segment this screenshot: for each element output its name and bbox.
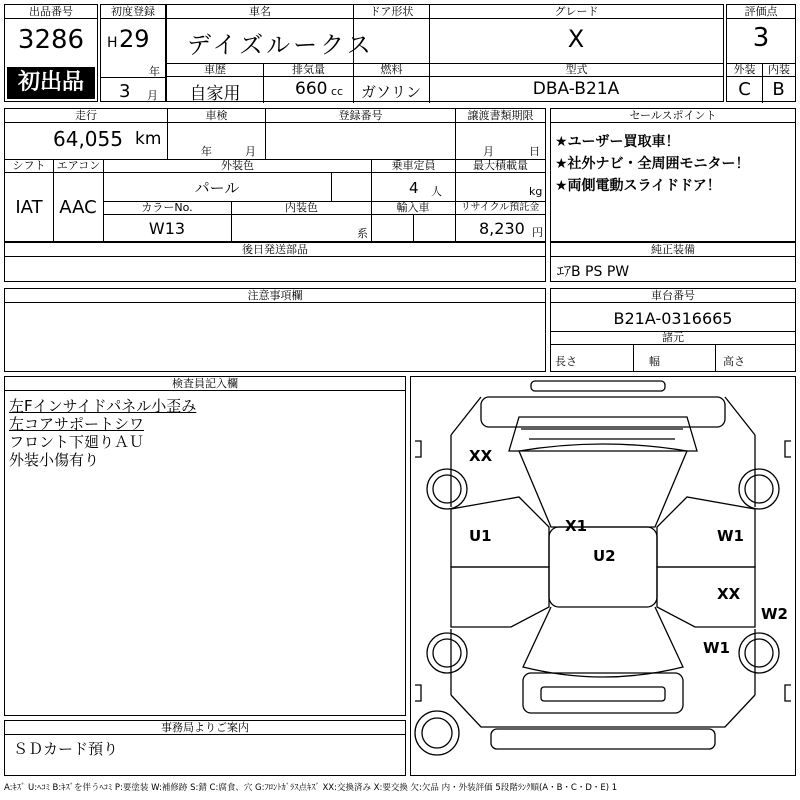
office-value: ＳＤカード預り <box>13 740 119 758</box>
chassis-number: B21A-0316665 <box>613 309 733 328</box>
score-box <box>726 4 796 102</box>
later-parts-box <box>4 242 546 282</box>
mark-w1-right-front: W1 <box>717 527 744 545</box>
recycle-unit: 円 <box>532 226 543 239</box>
mark-x1: X1 <box>565 517 588 535</box>
mark-xx-right: XX <box>717 585 741 603</box>
color-no-value: W13 <box>148 219 186 238</box>
history-label: 車歴 <box>167 63 263 77</box>
inspector-box <box>4 376 406 716</box>
lot-number-label: 出品番号 <box>5 5 97 19</box>
fuel-value: ガソリン <box>360 83 421 101</box>
car-diagram-box <box>410 376 796 776</box>
mileage-unit: km <box>135 129 162 149</box>
capacity-unit: 人 <box>431 185 442 198</box>
car-info-box <box>166 4 724 102</box>
notes-label: 注意事項欄 <box>5 289 545 303</box>
sales-points-label: セールスポイント <box>551 109 795 123</box>
mileage-label: 走行 <box>5 109 167 123</box>
equipment-box <box>550 242 796 282</box>
chassis-label: 車台番号 <box>551 289 795 303</box>
reg-month: 3 <box>119 81 131 102</box>
shift-value: IAT <box>15 197 43 218</box>
grade-value: X <box>567 25 585 53</box>
height-label: 高さ <box>723 355 745 368</box>
color-no-label: カラーNo. <box>103 201 231 215</box>
inspector-line: 外装小傷有り <box>9 451 100 469</box>
displacement-value: 660 <box>295 79 328 99</box>
notes-box <box>4 288 546 372</box>
import-label: 輸入車 <box>371 201 455 215</box>
length-label: 長さ <box>555 355 577 368</box>
model-label: 型式 <box>429 63 723 77</box>
inspection-month-unit: 月 <box>245 145 256 158</box>
lot-number: 3286 <box>17 25 85 55</box>
interior-label: 内装 <box>762 63 795 77</box>
interior-grade: B <box>772 79 785 100</box>
model-value: DBA-B21A <box>532 79 620 99</box>
ext-color-value: パール <box>194 179 240 197</box>
car-name: デイズルークス <box>187 31 374 59</box>
load-unit: kg <box>529 185 543 198</box>
capacity-value: 4 <box>409 179 419 197</box>
grade-label: グレード <box>429 5 723 19</box>
sales-point-item: ★社外ナビ・全周囲モニター！ <box>555 156 750 172</box>
reg-year: 29 <box>119 25 150 53</box>
inspector-label: 検査員記入欄 <box>5 377 405 391</box>
inspector-line: 左Fインサイドパネル小歪み <box>9 397 197 415</box>
inspection-year-unit: 年 <box>201 145 212 158</box>
vehicle-detail-box <box>4 108 546 242</box>
int-color-label: 内装色 <box>231 201 371 215</box>
door-label: ドア形状 <box>353 5 429 19</box>
chassis-box <box>550 288 796 372</box>
mark-xx-front-left: XX <box>469 447 493 465</box>
lot-number-box <box>4 4 98 102</box>
recycle-value: 8,230 <box>479 219 525 238</box>
capacity-label: 乗車定員 <box>371 159 455 173</box>
fuel-label: 燃料 <box>353 63 429 77</box>
car-body-diagram <box>411 377 795 775</box>
mark-w2: W2 <box>761 605 788 623</box>
exterior-label: 外装 <box>727 63 762 77</box>
score-label: 評価点 <box>727 5 795 19</box>
year-unit: 年 <box>149 65 160 78</box>
shift-label: シフト <box>5 159 53 173</box>
history-value: 自家用 <box>189 84 241 104</box>
first-listing-badge: 初出品 <box>7 67 95 99</box>
era: H <box>107 35 118 51</box>
ac-label: エアコン <box>53 159 103 173</box>
transfer-month-unit: 月 <box>483 145 494 158</box>
office-label: 事務局よりご案内 <box>5 721 405 735</box>
score-value: 3 <box>752 23 770 53</box>
first-registration-label: 初度登録 <box>101 5 165 19</box>
mark-u1: U1 <box>469 527 492 545</box>
legend-text: A:ｷｽﾞ U:ﾍｺﾐ B:ｷｽﾞを伴うﾍｺﾐ P:要塗装 W:補修跡 S:錆 C:腐食、穴 G:ﾌﾛﾝﾄｶﾞﾗｽ点ｷｽﾞ XX:交換済み X:要交換 欠:欠品 内・外装評価 5段階ﾗﾝｸ順(A・B・C・D・E) 1 <box>4 783 618 793</box>
ext-color-label: 外装色 <box>103 159 371 173</box>
mark-w1-right-rear: W1 <box>703 639 730 657</box>
transfer-day-unit: 日 <box>529 145 540 158</box>
displacement-unit: cc <box>331 85 344 98</box>
inspection-label: 車検 <box>167 109 265 123</box>
mileage-value: 64,055 <box>53 127 123 151</box>
sales-point-item: ★ユーザー買取車！ <box>555 134 680 150</box>
transfer-deadline-label: 譲渡書類期限 <box>455 109 545 123</box>
equipment-label: 純正装備 <box>551 243 795 257</box>
later-parts-label: 後日発送部品 <box>5 243 545 257</box>
max-load-label: 最大積載量 <box>455 159 545 173</box>
displacement-label: 排気量 <box>263 63 353 77</box>
office-box <box>4 720 406 776</box>
sales-points-box <box>550 108 796 242</box>
sales-point-item: ★両側電動スライドドア！ <box>555 178 721 194</box>
ac-value: AAC <box>59 197 97 218</box>
width-label: 幅 <box>649 355 660 368</box>
car-name-label: 車名 <box>167 5 353 19</box>
dimensions-label: 諸元 <box>551 331 795 345</box>
exterior-grade: C <box>738 79 751 100</box>
equipment-value: ｴｱB PS PW <box>557 264 630 280</box>
reg-number-label: 登録番号 <box>265 109 455 123</box>
inspector-line: フロント下廻りＡＵ <box>9 433 145 451</box>
recycle-label: リサイクル預託金 <box>455 201 545 215</box>
inspector-line: 左コアサポートシワ <box>9 415 145 433</box>
month-unit: 月 <box>147 89 158 102</box>
first-registration-box <box>100 4 166 102</box>
mark-u2: U2 <box>593 547 616 565</box>
int-color-unit: 系 <box>357 227 368 240</box>
